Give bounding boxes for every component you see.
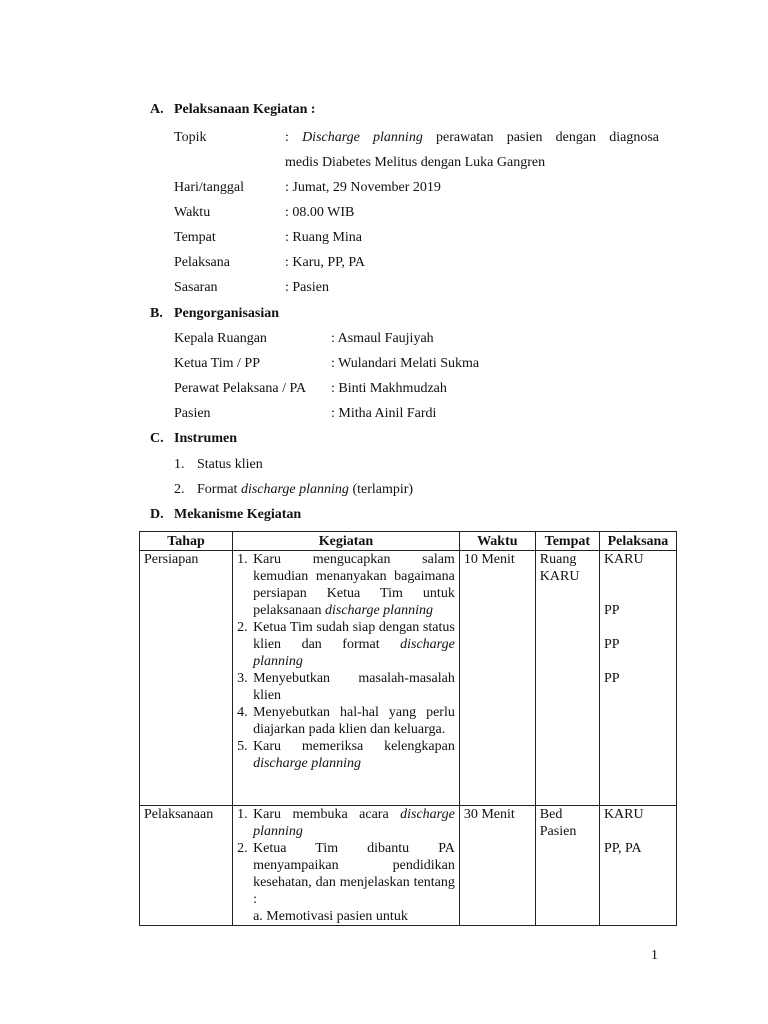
org-label-kepala: Kepala Ruangan: [174, 331, 267, 346]
org-value-perawat: : Binti Makhmudzah: [331, 381, 447, 396]
field-label-hari: Hari/tanggal: [174, 180, 244, 195]
header-kegiatan: Kegiatan: [233, 532, 460, 551]
section-d-letter: D.: [150, 507, 164, 522]
org-label-pasien: Pasien: [174, 406, 211, 421]
cell-pelaksana: KARU PP PP PP: [599, 551, 676, 806]
field-label-sasaran: Sasaran: [174, 280, 218, 295]
field-label-topik: Topik: [174, 130, 207, 145]
header-tahap: Tahap: [140, 532, 233, 551]
list-item: 2. Ketua Tim sudah siap dengan status klien dan format discharge planning: [237, 620, 455, 669]
field-value-tempat: : Ruang Mina: [285, 230, 362, 245]
org-value-kepala: : Asmaul Faujiyah: [331, 331, 434, 346]
org-value-pasien: : Mitha Ainil Fardi: [331, 406, 437, 421]
field-label-waktu: Waktu: [174, 205, 211, 220]
section-b-title: Pengorganisasian: [174, 306, 280, 321]
list-item: 2. Ketua Tim dibantu PA menyampaikan pendidikan kesehatan, dan menjelaskan tentang :: [237, 841, 455, 907]
header-pelaksana: Pelaksana: [599, 532, 676, 551]
list-item: 3. Menyebutkan masalah-masalah klien: [237, 671, 455, 703]
instrument-num: 1.: [174, 457, 185, 472]
field-value-pelaksana: : Karu, PP, PA: [285, 255, 366, 270]
cell-kegiatan: [233, 806, 460, 926]
cell-waktu: 10 Menit: [459, 551, 535, 806]
field-label-tempat: Tempat: [174, 230, 216, 245]
list-item: 5. Karu memeriksa kelengkapan discharge planning: [237, 739, 455, 771]
section-a-title: Pelaksanaan Kegiatan :: [174, 102, 316, 117]
list-item: a. Memotivasi pasien untuk: [253, 909, 408, 924]
mechanism-table: [139, 531, 677, 926]
field-value-topik-line2: medis Diabetes Melitus dengan Luka Gangren: [285, 155, 546, 170]
cell-waktu: 30 Menit: [459, 806, 535, 926]
section-d-title: Mekanisme Kegiatan: [174, 507, 302, 522]
cell-pelaksana: KARU PP, PA: [599, 806, 676, 926]
field-value-waktu: : 08.00 WIB: [285, 205, 355, 220]
field-value-sasaran: : Pasien: [285, 280, 329, 295]
instrument-item: Format discharge planning (terlampir): [197, 482, 414, 497]
cell-tempat: Ruang KARU: [535, 551, 599, 806]
section-b-letter: B.: [150, 306, 163, 321]
page-number: 1: [651, 948, 658, 963]
table-row: [140, 806, 677, 926]
section-c-title: Instrumen: [174, 431, 238, 446]
field-value-hari: : Jumat, 29 November 2019: [285, 180, 441, 195]
section-c-letter: C.: [150, 431, 164, 446]
org-label-ketua: Ketua Tim / PP: [174, 356, 260, 371]
header-waktu: Waktu: [459, 532, 535, 551]
list-item: 4. Menyebutkan hal-hal yang perlu diajarkan pada klien dan keluarga.: [237, 705, 455, 737]
instrument-num: 2.: [174, 482, 185, 497]
cell-kegiatan: [233, 551, 460, 806]
table-header-row: [140, 532, 677, 551]
field-value-topik: : Discharge planning perawatan pasien dengan diagnosa: [285, 130, 659, 145]
section-a-letter: A.: [150, 102, 164, 117]
cell-tempat: Bed Pasien: [535, 806, 599, 926]
list-item: 1. Karu mengucapkan salam kemudian menanyakan bagaimana persiapan Ketua Tim untuk pelaksanaan discharge planning: [237, 552, 455, 618]
org-label-perawat: Perawat Pelaksana / PA: [174, 381, 307, 396]
instrument-item: Status klien: [197, 457, 263, 472]
header-tempat: Tempat: [535, 532, 599, 551]
cell-tahap: Persiapan: [140, 551, 233, 806]
cell-tahap: Pelaksanaan: [140, 806, 233, 926]
table-row: [140, 551, 677, 806]
field-label-pelaksana: Pelaksana: [174, 255, 230, 270]
org-value-ketua: : Wulandari Melati Sukma: [331, 356, 480, 371]
list-item: 1. Karu membuka acara discharge planning: [237, 807, 455, 839]
